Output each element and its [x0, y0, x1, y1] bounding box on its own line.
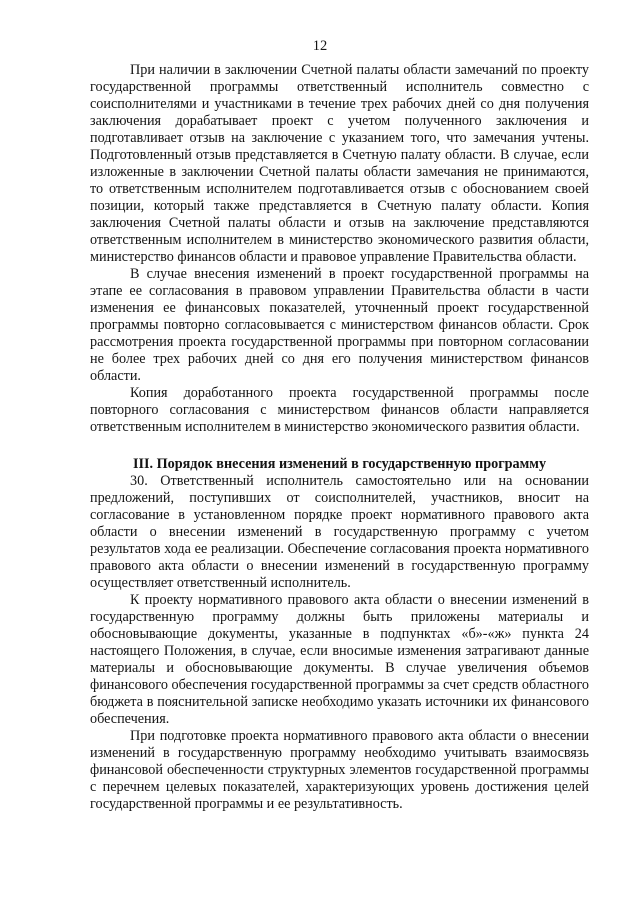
document-body	[90, 62, 589, 813]
paragraph: При подготовке проекта нормативного правового акта области о внесении изменений в государственную программу необходимо учитывать взаимосвязь финансовой обеспеченности структурных элементов государственной программы с перечнем целевых показателей, характеризующих уровень достижения целей государственной программы и ее результативность.	[90, 728, 589, 812]
paragraph: 30. Ответственный исполнитель самостоятельно или на основании предложений, поступивших от соисполнителей, участников, вносит на согласование в установленном порядке проект нормативного правового акта области о внесении изменений в государственную программу с учетом результатов хода ее реализации. Обеспечение согласования проекта нормативного правового акта области о внесении изменений в государственную программу осуществляет ответственный исполнитель.	[90, 473, 589, 591]
paragraph: В случае внесения изменений в проект государственной программы на этапе ее согласования в правовом управлении Правительства области в части изменения ее финансовых показателей, уточненный проект государственной программы повторно согласовывается с министерством финансов области. Срок рассмотрения проекта государственной программы при повторном согласовании не более трех рабочих дней со дня его получения министерством финансов области.	[90, 266, 589, 384]
page-number: 12	[312, 38, 328, 54]
paragraph: Копия доработанного проекта государственной программы после повторного согласования с министерством финансов области направляется ответственным исполнителем в министерство экономического развития области.	[90, 385, 589, 435]
section-heading: III. Порядок внесения изменений в государственную программу	[132, 456, 547, 472]
paragraph: При наличии в заключении Счетной палаты области замечаний по проекту государственной программы ответственный исполнитель совместно с соисполнителями и участниками в течение трех рабочих дней со дня получения заключения дорабатывает проект с учетом полученного заключения и подготавливает отзыв на заключение с указанием того, что замечания учтены. Подготовленный отзыв представляется в Счетную палату области. В случае, если изложенные в заключении Счетной палаты области замечания не принимаются, то ответственным исполнителем подготавливается отзыв с обоснованием своей позиции, который также представляется в Счетную палату области. Копия заключения Счетной палаты области и отзыв на заключение представляются ответственным исполнителем в министерство экономического развития области, министерство финансов области и правовое управление Правительства области.	[90, 62, 589, 265]
paragraph: К проекту нормативного правового акта области о внесении изменений в государственную программу должны быть приложены материалы и обосновывающие документы, указанные в подпунктах «б»-«ж» пункта 24 настоящего Положения, в случае, если вносимые изменения затрагивают данные материалы и обосновывающие документы. В случае увеличения объемов финансового обеспечения государственной программы за счет средств областного бюджета в пояснительной записке необходимо указать источники их финансового обеспечения.	[90, 592, 589, 727]
